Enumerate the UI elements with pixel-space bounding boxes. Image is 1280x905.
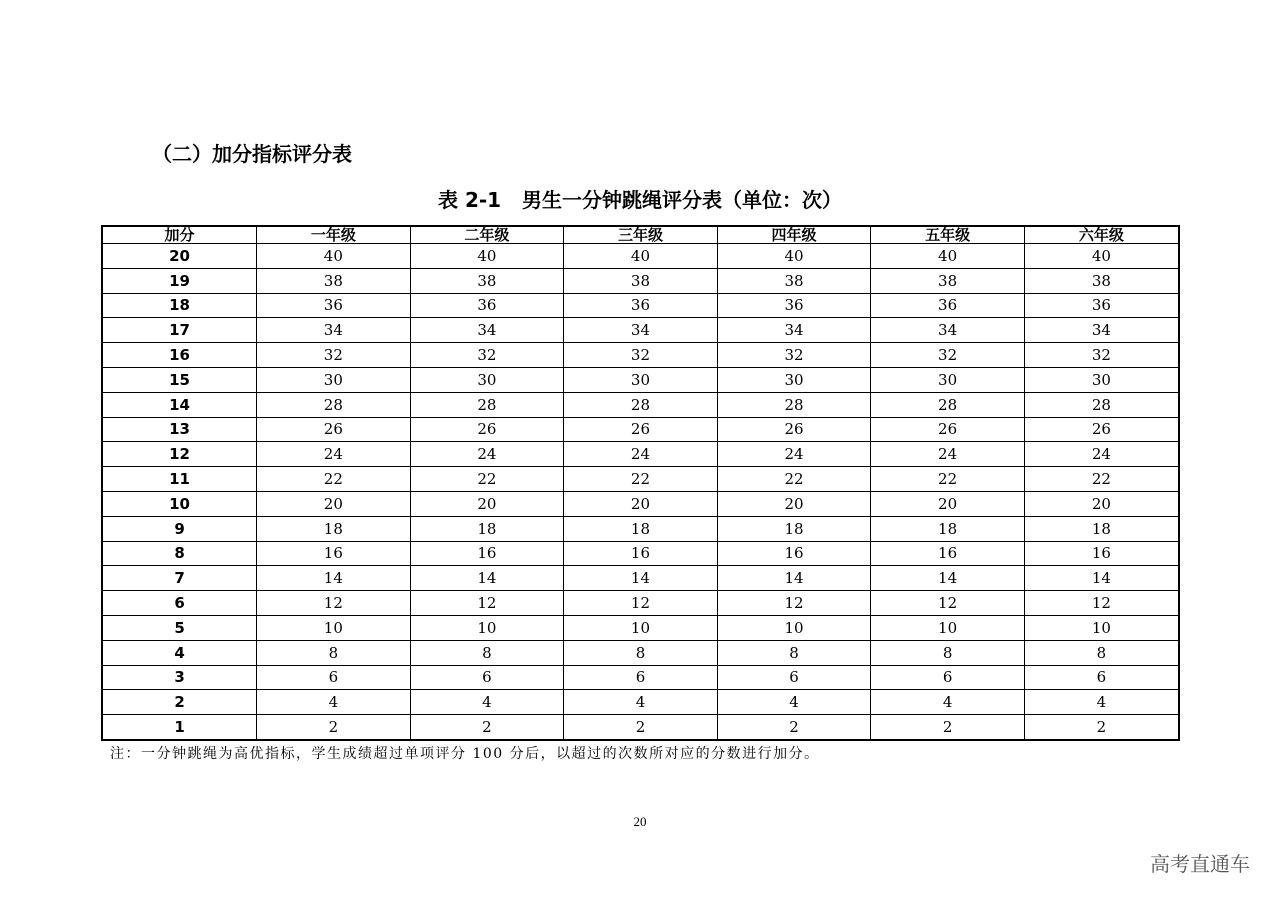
- skip-count-cell: 2: [564, 715, 718, 739]
- skip-count-cell: 30: [871, 367, 1025, 392]
- skip-count-cell: 16: [410, 541, 564, 566]
- bonus-points-cell: 10: [103, 491, 257, 516]
- table-row: [103, 566, 1178, 591]
- skip-count-cell: 12: [1024, 591, 1178, 616]
- skip-count-cell: 38: [257, 268, 411, 293]
- skip-count-cell: 4: [871, 690, 1025, 715]
- skip-count-cell: 6: [564, 665, 718, 690]
- bonus-points-cell: 7: [103, 566, 257, 591]
- skip-count-cell: 32: [257, 343, 411, 368]
- skip-count-cell: 32: [1024, 343, 1178, 368]
- skip-count-cell: 10: [410, 615, 564, 640]
- skip-count-cell: 4: [564, 690, 718, 715]
- skip-count-cell: 10: [1024, 615, 1178, 640]
- skip-count-cell: 6: [717, 665, 871, 690]
- skip-count-cell: 14: [871, 566, 1025, 591]
- skip-count-cell: 4: [257, 690, 411, 715]
- skip-count-cell: 26: [1024, 417, 1178, 442]
- skip-count-cell: 32: [871, 343, 1025, 368]
- skip-count-cell: 36: [257, 293, 411, 318]
- bonus-points-cell: 11: [103, 467, 257, 492]
- table-body: [103, 244, 1178, 740]
- skip-count-cell: 24: [871, 442, 1025, 467]
- skip-count-cell: 38: [871, 268, 1025, 293]
- skip-count-cell: 22: [564, 467, 718, 492]
- bonus-points-cell: 4: [103, 640, 257, 665]
- skip-count-cell: 36: [1024, 293, 1178, 318]
- skip-count-cell: 30: [717, 367, 871, 392]
- skip-count-cell: 2: [257, 715, 411, 739]
- table-header-row: [103, 227, 1178, 244]
- skip-count-cell: 40: [410, 244, 564, 269]
- header-grade-6: 六年级: [1024, 227, 1178, 244]
- skip-count-cell: 14: [717, 566, 871, 591]
- bonus-points-cell: 9: [103, 516, 257, 541]
- skip-count-cell: 36: [410, 293, 564, 318]
- skip-count-cell: 18: [717, 516, 871, 541]
- table-row: [103, 293, 1178, 318]
- skip-count-cell: 10: [871, 615, 1025, 640]
- skip-count-cell: 38: [717, 268, 871, 293]
- skip-count-cell: 24: [257, 442, 411, 467]
- skip-count-cell: 2: [871, 715, 1025, 739]
- skip-count-cell: 20: [257, 491, 411, 516]
- table-row: [103, 268, 1178, 293]
- skip-count-cell: 34: [257, 318, 411, 343]
- skip-count-cell: 28: [717, 392, 871, 417]
- table-row: [103, 640, 1178, 665]
- skip-count-cell: 8: [871, 640, 1025, 665]
- skip-count-cell: 34: [871, 318, 1025, 343]
- skip-count-cell: 24: [1024, 442, 1178, 467]
- header-grade-2: 二年级: [410, 227, 564, 244]
- bonus-points-cell: 2: [103, 690, 257, 715]
- table-row: [103, 417, 1178, 442]
- skip-count-cell: 40: [1024, 244, 1178, 269]
- page-number: 20: [633, 814, 647, 829]
- watermark-text: 高考直通车: [1150, 852, 1250, 876]
- skip-count-cell: 36: [717, 293, 871, 318]
- table-row: [103, 615, 1178, 640]
- skip-count-cell: 30: [257, 367, 411, 392]
- skip-count-cell: 8: [410, 640, 564, 665]
- bonus-points-cell: 3: [103, 665, 257, 690]
- bonus-points-cell: 19: [103, 268, 257, 293]
- skip-count-cell: 8: [717, 640, 871, 665]
- skip-count-cell: 16: [257, 541, 411, 566]
- skip-count-cell: 4: [410, 690, 564, 715]
- bonus-points-cell: 1: [103, 715, 257, 739]
- skip-count-cell: 30: [564, 367, 718, 392]
- table-row: [103, 665, 1178, 690]
- skip-count-cell: 18: [1024, 516, 1178, 541]
- bonus-points-cell: 14: [103, 392, 257, 417]
- skip-count-cell: 24: [717, 442, 871, 467]
- skip-count-cell: 38: [410, 268, 564, 293]
- skip-count-cell: 32: [410, 343, 564, 368]
- bonus-points-cell: 5: [103, 615, 257, 640]
- skip-count-cell: 32: [564, 343, 718, 368]
- table-row: [103, 541, 1178, 566]
- skip-count-cell: 8: [1024, 640, 1178, 665]
- skip-count-cell: 6: [871, 665, 1025, 690]
- table-row: [103, 392, 1178, 417]
- skip-count-cell: 22: [257, 467, 411, 492]
- header-bonus-points: 加分: [103, 227, 257, 244]
- table-row: [103, 591, 1178, 616]
- skip-count-cell: 20: [1024, 491, 1178, 516]
- skip-count-cell: 8: [257, 640, 411, 665]
- skip-count-cell: 40: [871, 244, 1025, 269]
- skip-count-cell: 40: [257, 244, 411, 269]
- table-row: [103, 367, 1178, 392]
- score-table-container: [101, 225, 1180, 741]
- skip-count-cell: 6: [410, 665, 564, 690]
- bonus-points-cell: 12: [103, 442, 257, 467]
- skip-count-cell: 26: [717, 417, 871, 442]
- skip-count-cell: 26: [257, 417, 411, 442]
- skip-count-cell: 26: [564, 417, 718, 442]
- skip-count-cell: 18: [257, 516, 411, 541]
- skip-count-cell: 28: [1024, 392, 1178, 417]
- skip-count-cell: 30: [1024, 367, 1178, 392]
- skip-count-cell: 4: [1024, 690, 1178, 715]
- skip-count-cell: 14: [1024, 566, 1178, 591]
- skip-count-cell: 28: [564, 392, 718, 417]
- skip-count-cell: 12: [564, 591, 718, 616]
- bonus-points-cell: 18: [103, 293, 257, 318]
- skip-count-cell: 20: [410, 491, 564, 516]
- skip-count-cell: 22: [871, 467, 1025, 492]
- table-row: [103, 318, 1178, 343]
- skip-count-cell: 28: [871, 392, 1025, 417]
- skip-count-cell: 38: [1024, 268, 1178, 293]
- bonus-points-cell: 16: [103, 343, 257, 368]
- skip-count-cell: 16: [564, 541, 718, 566]
- skip-count-cell: 6: [1024, 665, 1178, 690]
- table-caption: 表 2-1 男生一分钟跳绳评分表（单位：次）: [438, 188, 842, 212]
- skip-count-cell: 36: [564, 293, 718, 318]
- skip-count-cell: 12: [257, 591, 411, 616]
- skip-count-cell: 16: [717, 541, 871, 566]
- skip-count-cell: 14: [257, 566, 411, 591]
- skip-count-cell: 32: [717, 343, 871, 368]
- skip-count-cell: 28: [257, 392, 411, 417]
- skip-count-cell: 18: [871, 516, 1025, 541]
- score-table: [103, 227, 1178, 739]
- bonus-points-cell: 15: [103, 367, 257, 392]
- skip-count-cell: 22: [717, 467, 871, 492]
- table-note: 注：一分钟跳绳为高优指标，学生成绩超过单项评分 100 分后，以超过的次数所对应的分数进行加分。: [110, 746, 820, 762]
- bonus-points-cell: 8: [103, 541, 257, 566]
- table-row: [103, 516, 1178, 541]
- table-row: [103, 343, 1178, 368]
- skip-count-cell: 26: [410, 417, 564, 442]
- skip-count-cell: 2: [717, 715, 871, 739]
- skip-count-cell: 18: [564, 516, 718, 541]
- skip-count-cell: 2: [410, 715, 564, 739]
- skip-count-cell: 16: [1024, 541, 1178, 566]
- skip-count-cell: 34: [717, 318, 871, 343]
- skip-count-cell: 12: [410, 591, 564, 616]
- table-row: [103, 442, 1178, 467]
- skip-count-cell: 22: [410, 467, 564, 492]
- table-row: [103, 715, 1178, 739]
- skip-count-cell: 20: [564, 491, 718, 516]
- header-grade-5: 五年级: [871, 227, 1025, 244]
- skip-count-cell: 18: [410, 516, 564, 541]
- table-row: [103, 690, 1178, 715]
- table-row: [103, 491, 1178, 516]
- skip-count-cell: 34: [564, 318, 718, 343]
- bonus-points-cell: 20: [103, 244, 257, 269]
- skip-count-cell: 40: [564, 244, 718, 269]
- header-grade-4: 四年级: [717, 227, 871, 244]
- skip-count-cell: 12: [871, 591, 1025, 616]
- skip-count-cell: 10: [717, 615, 871, 640]
- table-row: [103, 467, 1178, 492]
- skip-count-cell: 40: [717, 244, 871, 269]
- skip-count-cell: 4: [717, 690, 871, 715]
- skip-count-cell: 8: [564, 640, 718, 665]
- skip-count-cell: 22: [1024, 467, 1178, 492]
- table-row: [103, 244, 1178, 269]
- skip-count-cell: 36: [871, 293, 1025, 318]
- skip-count-cell: 6: [257, 665, 411, 690]
- skip-count-cell: 16: [871, 541, 1025, 566]
- skip-count-cell: 28: [410, 392, 564, 417]
- skip-count-cell: 34: [410, 318, 564, 343]
- header-grade-1: 一年级: [257, 227, 411, 244]
- bonus-points-cell: 13: [103, 417, 257, 442]
- skip-count-cell: 26: [871, 417, 1025, 442]
- skip-count-cell: 10: [564, 615, 718, 640]
- skip-count-cell: 38: [564, 268, 718, 293]
- section-title: （二）加分指标评分表: [152, 142, 352, 166]
- header-grade-3: 三年级: [564, 227, 718, 244]
- bonus-points-cell: 17: [103, 318, 257, 343]
- skip-count-cell: 34: [1024, 318, 1178, 343]
- skip-count-cell: 24: [564, 442, 718, 467]
- skip-count-cell: 2: [1024, 715, 1178, 739]
- skip-count-cell: 24: [410, 442, 564, 467]
- skip-count-cell: 10: [257, 615, 411, 640]
- skip-count-cell: 20: [717, 491, 871, 516]
- skip-count-cell: 14: [564, 566, 718, 591]
- skip-count-cell: 30: [410, 367, 564, 392]
- bonus-points-cell: 6: [103, 591, 257, 616]
- skip-count-cell: 14: [410, 566, 564, 591]
- skip-count-cell: 20: [871, 491, 1025, 516]
- skip-count-cell: 12: [717, 591, 871, 616]
